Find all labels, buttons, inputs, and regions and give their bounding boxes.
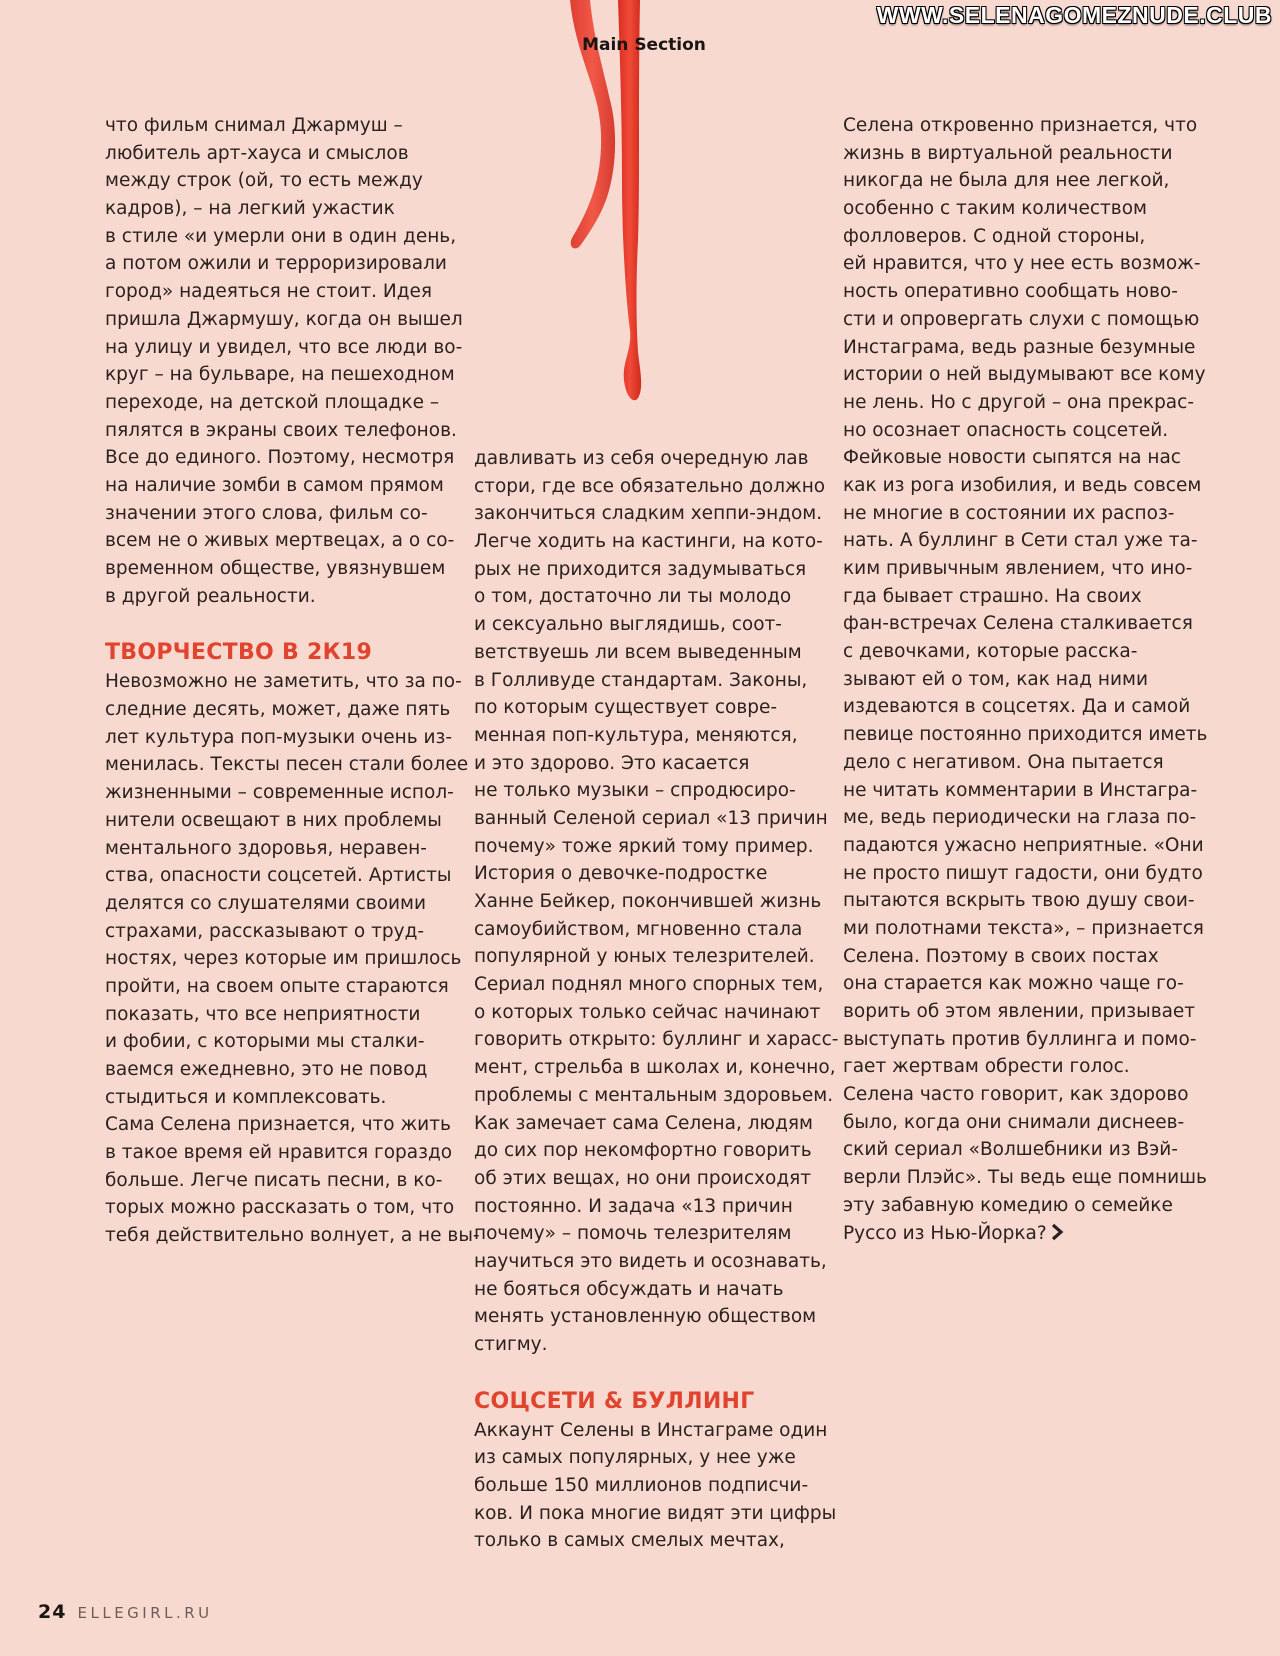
text-line: но осознает опасность соцсетей. xyxy=(843,419,1169,441)
text-line: выступать против буллинга и помо- xyxy=(843,1028,1197,1050)
text-line: закончиться сладким хеппи-эндом. xyxy=(474,503,823,525)
text-line: об этих вещах, но они происходят xyxy=(474,1167,812,1189)
text-line: ность оперативно сообщать ново- xyxy=(843,281,1178,303)
text-line: ства, опасности соцсетей. Артисты xyxy=(105,865,452,887)
text-line: Невозможно не заметить, что за по- xyxy=(105,671,462,693)
text-line: Как замечает сама Селена, людям xyxy=(474,1112,813,1134)
text-line: больше. Легче писать песни, в ко- xyxy=(105,1169,443,1191)
text-line: рых не приходится задумываться xyxy=(474,558,807,580)
text-line: страхами, рассказывают о труд- xyxy=(105,920,425,942)
text-line: самоубийством, мгновенно стала xyxy=(474,918,803,940)
paragraph-gap xyxy=(474,1359,838,1386)
text-line: постоянно. И задача «13 причин xyxy=(474,1195,793,1217)
text-line: менилась. Тексты песен стали более xyxy=(105,754,469,776)
text-line: кадров), – на легкий ужастик xyxy=(105,198,395,220)
text-line: почему» тоже яркий тому пример. xyxy=(474,835,814,857)
text-line: о том, достаточно ли ты молодо xyxy=(474,586,792,608)
section-heading: ТВОРЧЕСТВО В 2К19 xyxy=(105,640,373,666)
page-number: 24 xyxy=(38,1601,67,1623)
text-line: особенно с таким количеством xyxy=(843,198,1147,220)
article-column-1 xyxy=(105,112,480,1250)
text-line: История о девочке-подростке xyxy=(474,863,768,885)
text-line: ваемся ежедневно, это не повод xyxy=(105,1059,428,1080)
text-line: не лень. Но с другой – она прекрас- xyxy=(843,391,1194,413)
text-line: падаются ужасно неприятные. «Они xyxy=(843,834,1204,856)
text-line: менная поп-культура, меняются, xyxy=(474,724,798,746)
text-line: Сама Селена признается, что жить xyxy=(105,1114,451,1136)
text-line: дело с негативом. Она пытается xyxy=(843,751,1164,773)
text-line: с девочками, которые расска- xyxy=(843,641,1138,663)
text-line: жизненными – современные испол- xyxy=(105,782,454,804)
text-line: в другой реальности. xyxy=(105,585,316,607)
text-line: Инстаграма, ведь разные безумные xyxy=(843,336,1196,358)
text-line: до сих пор некомфортно говорить xyxy=(474,1140,812,1162)
text-line: в стиле «и умерли они в один день, xyxy=(105,225,457,247)
paragraph-gap xyxy=(105,610,480,637)
text-line: на улицу и увидел, что все люди во- xyxy=(105,336,463,358)
text-line-with-arrow xyxy=(843,1220,1207,1248)
text-line: издеваются в соцсетях. Да и самой xyxy=(843,696,1191,718)
page-footer xyxy=(38,1601,213,1623)
text-line: верли Плэйс». Ты ведь еще помнишь xyxy=(843,1167,1207,1189)
text-line: всем не о живых мертвецах, а о со- xyxy=(105,530,455,552)
text-line: нать. А буллинг в Сети стал уже та- xyxy=(843,530,1198,552)
text-line: научиться это видеть и осознавать, xyxy=(474,1250,827,1272)
text-line: фолловеров. С одной стороны, xyxy=(843,225,1146,247)
text-line: мент, стрельба в школах и, конечно, xyxy=(474,1057,836,1079)
text-line: по которым существует совре- xyxy=(474,697,778,719)
text-line: как из рога изобилия, и ведь совсем xyxy=(843,474,1202,496)
text-line: а потом ожили и терроризировали xyxy=(105,253,447,275)
text-line: временном обществе, увязнувшем xyxy=(105,558,446,579)
text-line: она старается как можно чаще го- xyxy=(843,973,1184,995)
text-line: лет культура поп-музыки очень из- xyxy=(105,726,453,748)
text-line: гает жертвам обрести голос. xyxy=(843,1056,1130,1078)
text-line: больше 150 миллионов подписчи- xyxy=(474,1475,809,1497)
text-line: ностях, через которые им пришлось xyxy=(105,948,462,970)
text-line: сти и опровергать слухи с помощью xyxy=(843,308,1200,330)
text-line: говорить открыто: буллинг и харасс- xyxy=(474,1029,839,1051)
text-line: ков. И пока многие видят эти цифры xyxy=(474,1502,837,1524)
text-line: Руссо из Нью-Йорка? xyxy=(843,1222,1047,1244)
chevron-right-icon xyxy=(1050,1223,1064,1241)
text-line: Ханне Бейкер, покончившей жизнь xyxy=(474,891,822,912)
text-line: и это здорово. Это касается xyxy=(474,752,750,774)
text-line: было, когда они снимали диснеев- xyxy=(843,1111,1185,1133)
text-line: круг – на бульваре, на пешеходном xyxy=(105,364,455,386)
text-line: проблемы с ментальным здоровьем. xyxy=(474,1084,834,1106)
article-column-3 xyxy=(843,112,1207,1247)
text-line: ворить об этом явлении, призывает xyxy=(843,1001,1196,1022)
magazine-name: ELLEGIRL.RU xyxy=(77,1604,213,1622)
text-line: пытаются вскрыть твою душу свои- xyxy=(843,890,1195,912)
text-line: Аккаунт Селены в Инстаграме один xyxy=(474,1419,828,1441)
text-line: ей нравится, что у нее есть возмож- xyxy=(843,253,1201,275)
text-line: стори, где все обязательно должно xyxy=(474,475,826,497)
text-line: город» надеяться не стоит. Идея xyxy=(105,281,433,303)
text-line: стигму. xyxy=(474,1334,548,1355)
text-line: тебя действительно волнует, а не вы- xyxy=(105,1225,480,1247)
text-line: менять установленную обществом xyxy=(474,1306,817,1328)
text-line: зывают ей о том, как над ними xyxy=(843,668,1148,690)
drip-main xyxy=(618,0,641,400)
text-line: ми полотнами текста», – признается xyxy=(843,917,1204,939)
text-line: ким привычным явлением, что ино- xyxy=(843,558,1193,579)
text-line: Все до единого. Поэтому, несмотря xyxy=(105,447,455,469)
text-line: Селена часто говорит, как здорово xyxy=(843,1084,1189,1106)
text-line: и фобии, с которыми мы сталки- xyxy=(105,1031,425,1053)
article-column-2 xyxy=(474,445,838,1555)
text-line: нители освещают в них проблемы xyxy=(105,809,442,831)
text-line: эту забавную комедию о семейке xyxy=(843,1194,1173,1216)
text-line: следние десять, может, даже пять xyxy=(105,699,451,721)
text-line: не просто пишут гадости, они будто xyxy=(843,862,1203,884)
watermark: WWW.SELENAGOMEZNUDE.CLUB xyxy=(876,2,1272,28)
text-line: в такое время ей нравится гораздо xyxy=(105,1142,453,1164)
text-line: и сексуально выглядишь, соот- xyxy=(474,614,782,636)
text-line: Легче ходить на кастинги, на кото- xyxy=(474,531,823,553)
text-line: не только музыки – спродюсиро- xyxy=(474,780,796,802)
text-line: ванный Селеной сериал «13 причин xyxy=(474,807,828,829)
text-line: значении этого слова, фильм со- xyxy=(105,502,428,524)
text-line: почему» – помочь телезрителям xyxy=(474,1223,792,1245)
text-line: на наличие зомби в самом прямом xyxy=(105,474,444,496)
text-line: не читать комментарии в Инстагра- xyxy=(843,779,1198,801)
text-line: делятся со слушателями своими xyxy=(105,892,427,914)
text-line: ментального здоровья, неравен- xyxy=(105,837,427,859)
text-line: Селена откровенно признается, что xyxy=(843,115,1198,136)
text-line: показать, что все неприятности xyxy=(105,1003,421,1025)
text-line: истории о ней выдумывают все кому xyxy=(843,364,1206,386)
paint-drip-illustration xyxy=(560,0,700,420)
text-line: певице постоянно приходится иметь xyxy=(843,724,1208,746)
text-line: только в самых смелых мечтах, xyxy=(474,1530,785,1552)
text-line: пришла Джармушу, когда он вышел xyxy=(105,308,463,330)
text-line: фан-встречах Селена сталкивается xyxy=(843,613,1193,635)
text-line: жизнь в виртуальной реальности xyxy=(843,142,1173,164)
text-line: давливать из себя очередную лав xyxy=(474,448,809,469)
text-line: в Голливуде стандартам. Законы, xyxy=(474,669,808,691)
text-line: Сериал поднял много спорных тем, xyxy=(474,974,824,996)
text-line: между строк (ой, то есть между xyxy=(105,170,423,192)
text-line: торых можно рассказать о том, что xyxy=(105,1197,455,1219)
text-line: о которых только сейчас начинают xyxy=(474,1001,821,1023)
text-line: ветствуешь ли всем выведенным xyxy=(474,641,802,663)
text-line: пялятся в экраны своих телефонов. xyxy=(105,419,457,441)
text-line: из самых популярных, у нее уже xyxy=(474,1447,796,1469)
text-line: ский сериал «Волшебники из Вэй- xyxy=(843,1139,1178,1161)
text-line: никогда не была для нее легкой, xyxy=(843,170,1170,192)
text-line: популярной у юных телезрителей. xyxy=(474,946,815,968)
text-line: стыдиться и комплексовать. xyxy=(105,1086,387,1108)
text-line: пройти, на своем опыте стараются xyxy=(105,975,449,997)
text-line: ме, ведь периодически на глаза по- xyxy=(843,807,1197,829)
text-line: не многие в состоянии их распоз- xyxy=(843,502,1175,524)
text-line: любитель арт-хауса и смыслов xyxy=(105,142,409,164)
text-line: переходе, на детской площадке – xyxy=(105,391,440,413)
text-line: Фейковые новости сыпятся на нас xyxy=(843,447,1181,469)
text-line: Селена. Поэтому в своих постах xyxy=(843,945,1159,967)
text-line: не бояться обсуждать и начать xyxy=(474,1278,784,1300)
section-heading: СОЦСЕТИ & БУЛЛИНГ xyxy=(474,1388,755,1414)
section-label: Main Section xyxy=(582,35,706,55)
text-line: гда бывает страшно. На своих xyxy=(843,585,1142,607)
text-line: что фильм снимал Джармуш – xyxy=(105,115,403,136)
